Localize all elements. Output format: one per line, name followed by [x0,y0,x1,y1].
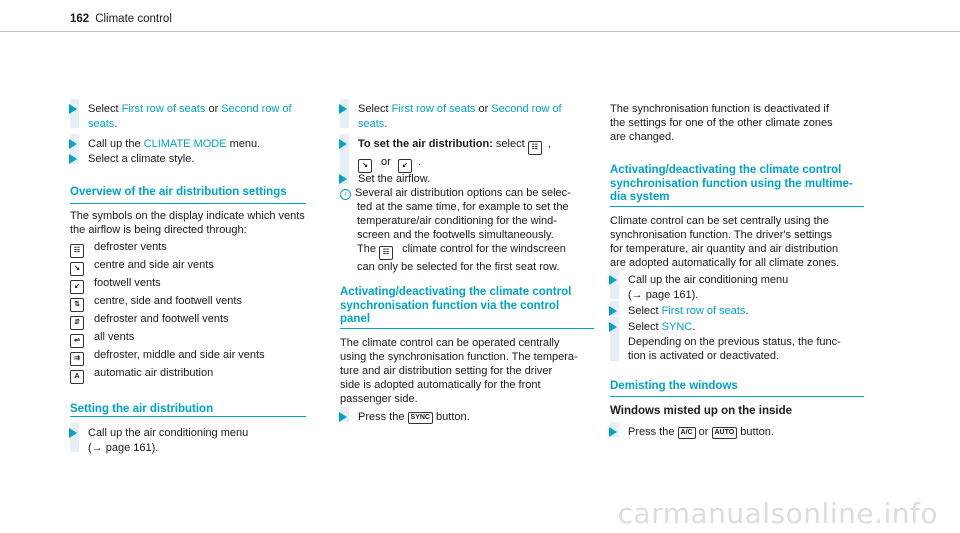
info-icon: i [340,189,351,200]
sync-multimedia-text: Climate control can be set centrally using the synchronisation function. The driver's settings for temperature, air quantity and air distribution are adopted automatically for all climate zones. [610,215,840,269]
note-block: i Several air distribution options can be selec- ted at the same time, for example to set the temperature/air conditioning for the wind- screen and the footwells simultaneously. The ☷ climate control for the windscreen can only be selected for the first seat row. [340,186,595,274]
first-row-link[interactable]: First row of seats [661,305,746,317]
symbol-row: ↘ centre and side air vents [70,258,214,276]
defroster-vents-icon: ☷ [70,244,84,258]
section-title: Climate control [95,13,172,25]
step-select-row: Select First row of seats or Second row of seats. [70,102,328,131]
second-row-link[interactable]: Second row of [221,103,292,115]
step-press-ac-auto: Press the A/C or AUTO button. [610,425,878,440]
step-arrow-icon [339,412,347,422]
step-arrow-icon [339,104,347,114]
step-press-sync: Press the SYNC button. [340,410,598,425]
step-call-menu-2: Call up the air conditioning menu (→ page 161). [610,273,878,302]
symbol-row: ⇵ defroster and footwell vents [70,312,229,330]
heading-rule [610,396,864,397]
defroster-middle-side-icon: ⇉ [70,352,84,366]
subheading-misted-inside: Windows misted up on the inside [610,405,792,417]
centre-side-vents-icon: ↘ [70,262,84,276]
heading-setting: Setting the air distribution [70,403,214,415]
step-arrow-icon [69,154,77,164]
second-row-link-cont[interactable]: seats [88,117,115,130]
defroster-footwell-icon: ⇵ [70,316,84,330]
step-arrow-icon [609,275,617,285]
step-arrow-icon [339,139,347,149]
step-select-first-row: Select First row of seats. [610,304,878,319]
symbol-row: A automatic air distribution [70,366,213,384]
page-number: 162 [70,13,90,25]
footwell-vents-icon: ↙ [70,280,84,294]
centre-side-footwell-icon: ⇅ [70,298,84,312]
auto-button[interactable]: AUTO [712,427,738,439]
page-header [70,13,172,25]
step-arrow-icon [339,174,347,184]
second-row-link-cont[interactable]: seats [358,117,385,130]
heading-sync-panel: Activating/deactivating the climate control synchronisation function via the control panel [340,286,572,325]
watermark: carmanualsonline.info [617,497,938,530]
step-arrow-icon [69,104,77,114]
symbol-row: ⇉ defroster, middle and side air vents [70,348,265,366]
climate-mode-link[interactable]: CLIMATE MODE [143,138,227,150]
step-set-airflow: Set the airflow. [340,172,598,187]
automatic-distribution-icon: A [70,370,84,384]
sync-button[interactable]: SYNC [408,412,433,424]
centre-side-vents-icon: ↘ [358,159,372,173]
heading-rule [70,416,306,417]
sync-link[interactable]: SYNC [661,321,693,333]
defroster-vents-icon: ☷ [379,246,393,260]
first-row-link[interactable]: First row of seats [391,103,476,115]
defroster-vents-icon: ☷ [528,141,542,155]
heading-rule [70,203,306,204]
step-arrow-icon [69,139,77,149]
step-climate-style: Select a climate style. [70,152,328,167]
heading-rule [610,206,864,207]
step-arrow-icon [609,322,617,332]
second-row-link[interactable]: Second row of [491,103,562,115]
symbol-row: ⇌ all vents [70,330,134,348]
heading-sync-multimedia: Activating/deactivating the climate control synchronisation function using the multime- dia system [610,164,853,203]
overview-intro: The symbols on the display indicate which vents the airflow is being directed through: [70,210,305,236]
ac-button[interactable]: A/C [678,427,696,439]
sync-panel-text: The climate control can be operated centrally using the synchronisation function. The tempera- ture and air distribution setting for the driver side is adopted automatically for the front passenger side. [340,337,578,405]
heading-overview: Overview of the air distribution settings [70,186,287,198]
step-select-row-2: Select First row of seats or Second row of seats. [340,102,598,131]
step-arrow-icon [609,427,617,437]
step-set-distribution: To set the air distribution: select ☷ , ↘ or ↙ . [340,137,598,173]
step-climate-mode: Call up the CLIMATE MODE menu. [70,137,328,152]
symbol-row: ⇅ centre, side and footwell vents [70,294,242,312]
first-row-link[interactable]: First row of seats [121,103,206,115]
step-select-sync: Select SYNC. Depending on the previous status, the func- tion is activated or deactivated. [610,320,878,364]
symbol-row: ☷ defroster vents [70,240,167,258]
step-arrow-icon [609,306,617,316]
footwell-vents-icon: ↙ [398,159,412,173]
step-arrow-icon [69,428,77,438]
sync-deactivated-text: The synchronisation function is deactivated if the settings for one of the other climate zones are changed. [610,103,833,143]
all-vents-icon: ⇌ [70,334,84,348]
heading-demisting: Demisting the windows [610,380,738,392]
header-rule [0,31,960,32]
step-call-menu: Call up the air conditioning menu (→ page 161). [70,426,328,455]
heading-rule [340,328,594,329]
symbol-row: ↙ footwell vents [70,276,161,294]
